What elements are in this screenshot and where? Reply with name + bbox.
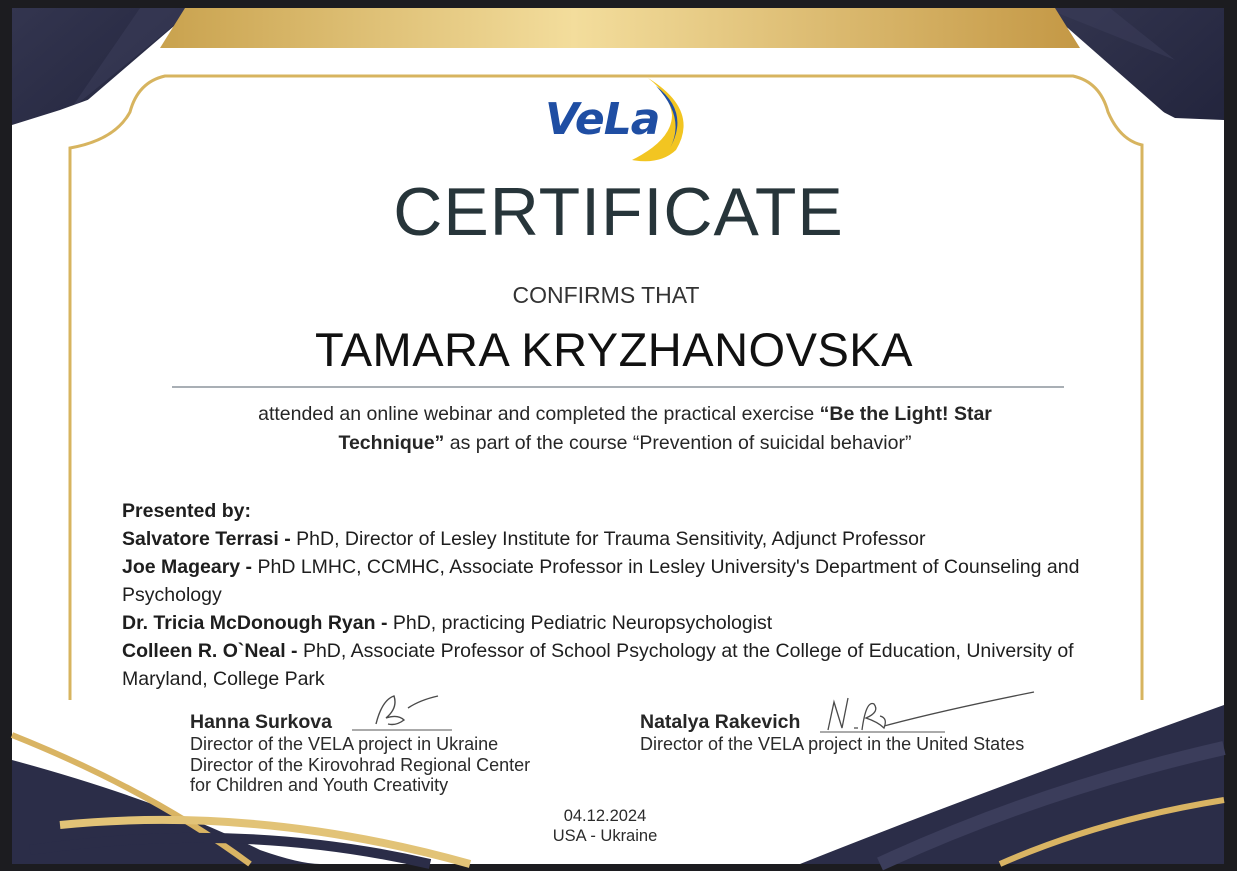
signatory-role-line: Director of the VELA project in Ukraine (190, 734, 499, 754)
presenter-details: PhD, practicing Pediatric Neuropsychologist (387, 612, 773, 634)
date-and-place (500, 806, 710, 846)
statement-part-1: attended an online webinar and completed the practical exercise (258, 403, 820, 425)
presenter-item (122, 609, 1112, 637)
presenter-name: Dr. Tricia McDonough Ryan - (122, 612, 388, 634)
presenter-name: Joe Mageary - (122, 556, 253, 578)
top-gold-band (160, 8, 1080, 48)
statement-part-2: as part of the course “Prevention of suicidal behavior” (444, 432, 912, 454)
completion-statement (210, 400, 1040, 458)
presenter-item (122, 525, 1112, 553)
exercise-title: “Be the Light! Star Technique” (338, 403, 992, 454)
vela-logo: VeLa (545, 94, 660, 145)
presenter-name: Salvatore Terrasi - (122, 528, 291, 550)
confirms-that-text: CONFIRMS THAT (512, 282, 700, 308)
recipient-name: TAMARA KRYZHANOVSKA (314, 323, 913, 376)
signature-natalya-rakevich (824, 688, 1039, 734)
issue-place: USA - Ukraine (552, 827, 658, 845)
signatory-name: Natalya Rakevich (640, 711, 801, 733)
presenter-details: PhD, Director of Lesley Institute for Trauma Sensitivity, Adjunct Professor (290, 528, 926, 550)
name-underline (172, 386, 1064, 388)
presenters-heading: Presented by: (122, 500, 251, 522)
presenter-details: PhD, Associate Professor of School Psychology at the College of Education, University of Maryland, College Park (122, 640, 1074, 690)
presenter-item (122, 553, 1112, 609)
presenters-section (122, 497, 1112, 693)
signatory-name: Hanna Surkova (190, 711, 332, 733)
presenter-item (122, 637, 1112, 693)
certificate-title: CERTIFICATE (393, 174, 844, 250)
presenter-name: Colleen R. O`Neal - (122, 640, 298, 662)
signature-hanna-surkova (368, 690, 448, 730)
signatory-role-line: Director of the Kirovohrad Regional Center (190, 754, 531, 775)
presenter-details: PhD LMHC, CCMHC, Associate Professor in Lesley University's Department of Counseling and Psychology (122, 556, 1080, 606)
issue-date: 04.12.2024 (563, 807, 647, 825)
signatory-role-line: for Children and Youth Creativity (190, 775, 449, 795)
signatory-role-line: Director of the VELA project in the United States (640, 734, 1025, 754)
